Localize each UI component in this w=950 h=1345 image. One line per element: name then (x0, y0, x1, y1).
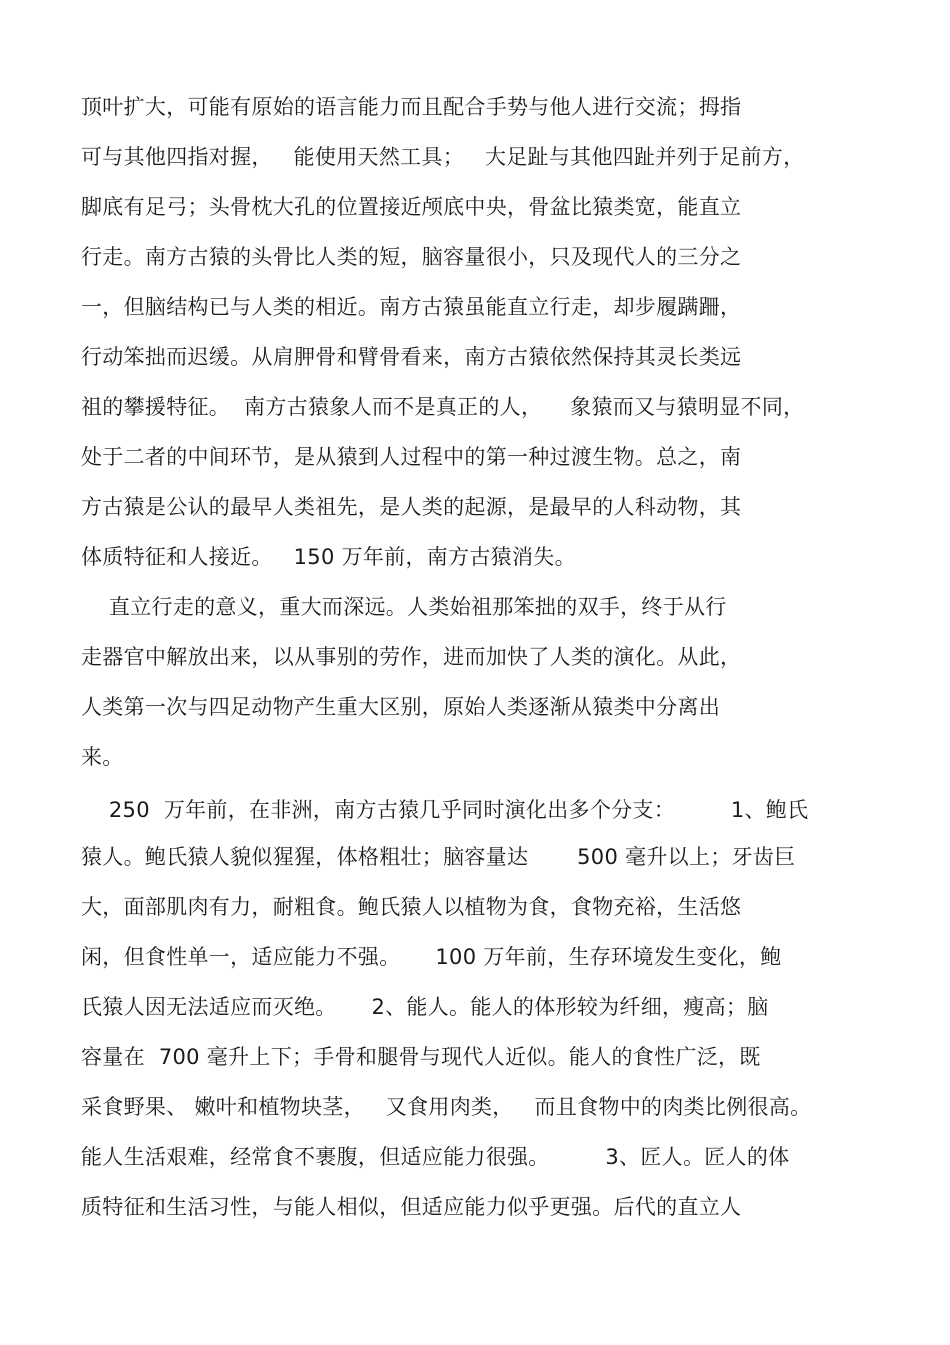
text-line: 猿人。鲍氏猿人貌似猩猩，体格粗壮；脑容量达 500 毫升以上；牙齿巨 (81, 845, 796, 869)
text-line: 250 万年前，在非洲，南方古猿几乎同时演化出多个分支： 1、鲍氏 (81, 798, 809, 822)
text-line: 质特征和生活习性，与能人相似，但适应能力似乎更强。后代的直立人 (81, 1195, 742, 1219)
text-line: 走器官中解放出来，以从事别的劳作，进而加快了人类的演化。从此， (81, 645, 742, 669)
text-line: 处于二者的中间环节，是从猿到人过程中的第一种过渡生物。总之，南 (81, 445, 742, 469)
text-line: 祖的攀援特征。 南方古猿象人而不是真正的人， 象猿而又与猿明显不同， (81, 395, 805, 419)
text-line: 大，面部肌肉有力，耐粗食。鲍氏猿人以植物为食，食物充裕，生活悠 (81, 895, 742, 919)
text-line: 一，但脑结构已与人类的相近。南方古猿虽能直立行走，却步履蹒跚， (81, 295, 742, 319)
text-line: 可与其他四指对握， 能使用天然工具； 大足趾与其他四趾并列于足前方， (81, 145, 805, 169)
text-line: 体质特征和人接近。 150 万年前，南方古猿消失。 (81, 545, 576, 569)
text-line: 容量在 700 毫升上下；手骨和腿骨与现代人近似。能人的食性广泛，既 (81, 1045, 761, 1069)
text-line: 氏猿人因无法适应而灭绝。 2、能人。能人的体形较为纤细，瘦高；脑 (81, 995, 769, 1019)
text-line: 行走。南方古猿的头骨比人类的短，脑容量很小，只及现代人的三分之 (81, 245, 742, 269)
text-line: 采食野果、 嫩叶和植物块茎， 又食用肉类， 而且食物中的肉类比例很高。 (81, 1095, 812, 1119)
text-line: 来。 (81, 745, 124, 769)
text-line: 能人生活艰难，经常食不裹腹，但适应能力很强。 3、匠人。匠人的体 (81, 1145, 790, 1169)
text-line: 脚底有足弓；头骨枕大孔的位置接近颅底中央，骨盆比猿类宽，能直立 (81, 195, 742, 219)
text-line: 闲，但食性单一，适应能力不强。 100 万年前，生存环境发生变化，鲍 (81, 945, 782, 969)
text-line: 人类第一次与四足动物产生重大区别，原始人类逐渐从猿类中分离出 (81, 695, 720, 719)
text-line: 顶叶扩大，可能有原始的语言能力而且配合手势与他人进行交流；拇指 (81, 95, 742, 119)
text-line: 直立行走的意义，重大而深远。人类始祖那笨拙的双手，终于从行 (81, 595, 727, 619)
text-line: 方古猿是公认的最早人类祖先，是人类的起源，是最早的人科动物，其 (81, 495, 742, 519)
text-line: 行动笨拙而迟缓。从肩胛骨和臂骨看来，南方古猿依然保持其灵长类远 (81, 345, 742, 369)
